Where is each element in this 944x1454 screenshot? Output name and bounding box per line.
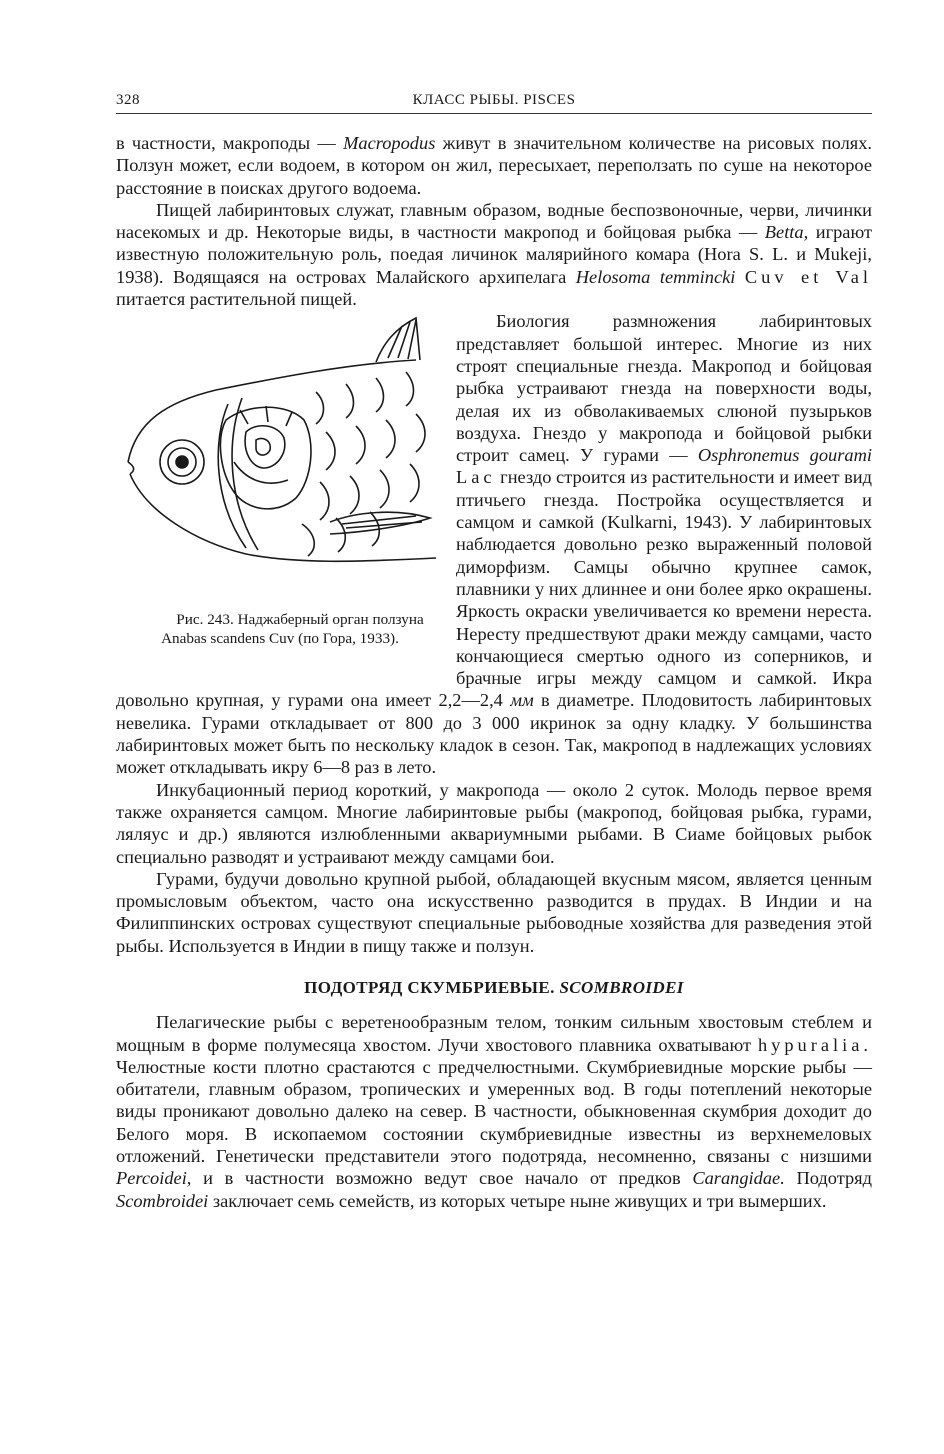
header-rule (116, 113, 872, 114)
figure-caption: Рис. 243. Наджаберный орган ползуна Anabas scandens Cuv (по Гора, 1933). (161, 611, 424, 648)
fish-head-illustration (116, 312, 452, 612)
body-text (116, 132, 872, 1212)
paragraph-5: Гурами, будучи довольно крупной рыбой, обладающей вкусным мясом, является ценным промысловым объектом, часто она искусственно разводится в прудах. В Индии и на Филиппинских островах существуют специальные рыбоводные хозяйства для разведения этой рыбы. Используется в Индии в пищу также и ползун. (116, 868, 872, 956)
paragraph-1: в частности, макроподы — Macropodus живут в значительном количестве на рисовых полях. Ползун может, если водоем, в котором он жил, пересыхает, переползать по суше на некоторое расстояние в поисках другого водоема. (116, 133, 872, 198)
figure-243 (116, 312, 452, 668)
paragraph-4: Инкубационный период короткий, у макропода — около 2 суток. Молодь первое время также охраняется самцом. Многие лабиринтовые рыбы (макропод, бойцовая рыбка, гурами, ляляус и др.) являются излюбленными аквариумными рыбами. В Сиаме бойцовых рыбок специально разводят и устраивают между самцами бои. (116, 779, 872, 867)
paragraph-3: Рис. 243. Наджаберный орган ползуна Anabas scandens Cuv (по Гора, 1933). Биология размножения лабиринтовых представляет большой интерес. Многие из них строят специальные гнезда. Макропод и бойцовая рыбка устраивают гнезда на поверхности воды, делая их из обволакиваемых слюной пузырьков воздуха. Гнездо у макропода и бойцовой рыбки строит самец. У гурами — Osphronemus gourami Lac гнездо строится из растительности и имеет вид птичьего гнезда. Постройка осуществляется и самцом и самкой (Kulkarni, 1943). У лабиринтовых наблюдается довольно резко выраженный половой диморфизм. Самцы обычно крупнее самок, плавники у них длиннее и они более ярко окрашены. Яркость окраски увеличивается ко времени нереста. Нересту предшествуют драки между самцами, часто кончающиеся смертью одного из соперников, и брачные игры между самцом и самкой. Икра довольно крупная, у гурами она имеет 2,2—2,4 мм в диаметре. Плодовитость лабиринтовых невелика. Гурами откладывает от 800 до 3 000 икринок за одну кладку. У большинства лабиринтовых может быть по нескольку кладок в сезон. Так, макропод в надлежащих условиях может откладывать икру 6—8 раз в лето. (116, 311, 873, 778)
page-header (116, 92, 872, 114)
paragraph-2: Пищей лабиринтовых служат, главным образом, водные беспозвоночные, черви, личинки насекомых и др. Некоторые виды, в частности макропод и бойцовая рыбка — Betta, играют известную положительную роль, поедая личинок малярийного комара (Hora S. L. и Mukeji, 1938). Водящаяся на островах Малайского архипелага Helosoma temmincki Cuv et Val питается растительной пищей. (116, 199, 873, 310)
section-heading: ПОДОТРЯД СКУМБРИЕВЫЕ. SCOMBROIDEI (304, 977, 684, 997)
section-paragraph: Пелагические рыбы с веретенообразным телом, тонким сильным хвостовым стеблем и мощным в форме полумесяца хвостом. Лучи хвостового плавника охватывают hypuralia. Челюстные кости плотно срастаются с предчелюстными. Скумбриевидные морские рыбы — обитатели, главным образом, тропических и умеренных вод. В годы потеплений некоторые виды проникают довольно далеко на север. В частности, обыкновенная скумбрия доходит до Белого моря. В ископаемом состоянии скумбриевидные известны из верхнемеловых отложений. Генетически представители этого подотряда, несомненно, связаны с низшими Percoidei, и в частности возможно ведут свое начало от предков Carangidae. Подотряд Scombroidei заключает семь семейств, из которых четыре ныне живущих и три вымерших. (116, 1012, 872, 1211)
running-title: КЛАСС РЫБЫ. PISCES (412, 92, 576, 108)
page-number: 328 (116, 92, 140, 108)
